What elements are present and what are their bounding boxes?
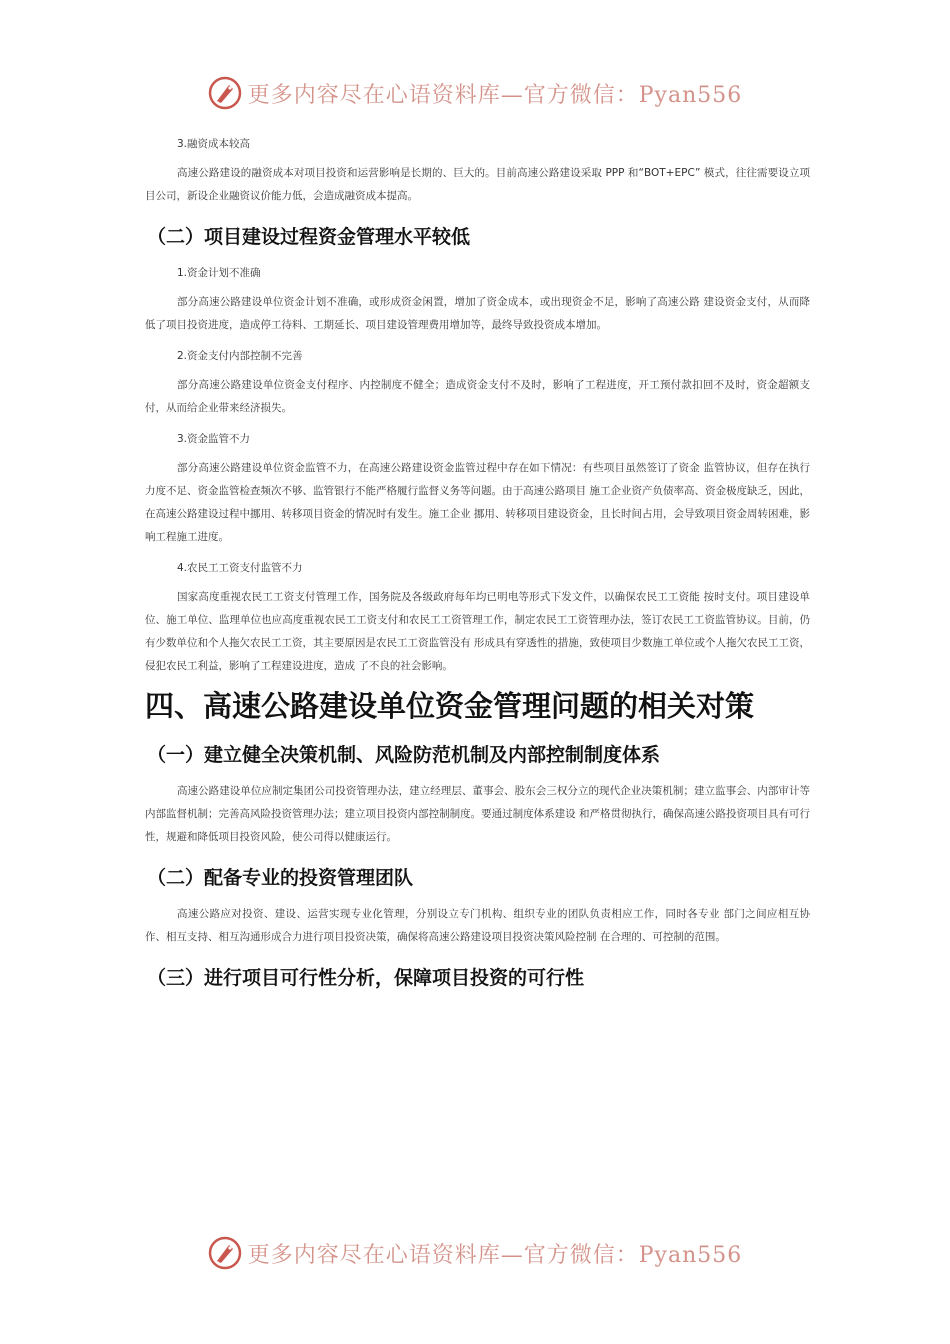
watermark-text: 更多内容尽在心语资料库—官方微信：Pyan556 [247,82,743,108]
paragraph: 高速公路应对投资、建设、运营实现专业化管理，分别设立专门机构、组织专业的团队负责相应工作，同时各专业 部门之间应相互协作、相互支持、相互沟通形成合力进行项目投资决策，确保将高速公路建设项目投资决策风险控制 在合理的、可控制的范围。 [145,908,810,943]
paragraph: 部分高速公路建设单位资金计划不准确，或形成资金闲置，增加了资金成本，或出现资金不足，影响了高速公路 建设资金支付，从而降低了项目投资进度，造成停工待料、工期延长、项目建设管理费用增加等，最终导致投资成本增加。 [145,296,810,331]
section-heading: （一）建立健全决策机制、风险防范机制及内部控制制度体系 [147,744,661,766]
paragraph: 高速公路建设的融资成本对项目投资和运营影响是长期的、巨大的。目前高速公路建设采取 PPP 和“BOT+EPC” 模式，往往需要设立项目公司，新设企业融资议价能力低，会造成融资成本提高。 [145,167,810,202]
subsection-heading: 1.资金计划不准确 [177,267,261,279]
subsection-heading: 4.农民工工资支付监管不力 [177,562,303,574]
paragraph: 部分高速公路建设单位资金支付程序、内控制度不健全；造成资金支付不及时，影响了工程进度，开工预付款扣回不及时，资金超额支付，从而给企业带来经济损失。 [145,379,810,414]
subsection-heading: 3.融资成本较高 [177,138,251,150]
section-heading: （三）进行项目可行性分析，保障项目投资的可行性 [147,967,585,989]
paragraph: 国家高度重视农民工工资支付管理工作，国务院及各级政府每年均已明电等形式下发文件，以确保农民工工资能 按时支付。项目建设单位、施工单位、监理单位也应高度重视农民工工资支付和农民工工资管理工作，制定农民工工资管理办法，签订农民工工资监管协议。目前，仍有少数单位和个人拖欠农民工工资，其主要原因是农民工工资监管没有 形成具有穿透性的措施，致使项目少数施工单位或个人拖欠农民工工资，侵犯农民工利益，影响了工程建设进度，造成 了不良的社会影响。 [145,591,810,672]
watermark-top [0,73,950,113]
subsection-heading: 3.资金监管不力 [177,433,251,445]
section-heading: （二）配备专业的投资管理团队 [147,867,414,889]
pen-nib-logo-icon [208,1236,242,1270]
pen-nib-logo-icon [208,76,242,110]
subsection-heading: 2.资金支付内部控制不完善 [177,350,303,362]
section-heading: （二）项目建设过程资金管理水平较低 [147,226,471,248]
paragraph: 高速公路建设单位应制定集团公司投资管理办法，建立经理层、董事会、股东会三权分立的现代企业决策机制；建立监事会、内部审计等内部监督机制；完善高风险投资管理办法；建立项目投资内部控制制度。要通过制度体系建设 和严格贯彻执行，确保高速公路投资项目具有可行性，规避和降低项目投资风险，使公司得以健康运行。 [145,785,810,843]
chapter-heading: 四、高速公路建设单位资金管理问题的相关对策 [145,689,755,723]
watermark-text: 更多内容尽在心语资料库—官方微信：Pyan556 [247,1242,743,1268]
paragraph: 部分高速公路建设单位资金监管不力，在高速公路建设资金监管过程中存在如下情况：有些项目虽然签订了资金 监管协议，但存在执行力度不足、资金监管检查频次不够、监管银行不能严格履行监督义务等问题。由于高速公路项目 施工企业资产负债率高、资金极度缺乏，因此，在高速公路建设过程中挪用、转移项目资金的情况时有发生。施工企业 挪用、转移项目建设资金，且长时间占用，会导致项目资金周转困难，影响工程施工进度。 [145,462,810,543]
watermark-bottom [0,1233,950,1273]
document-body [145,125,810,1003]
